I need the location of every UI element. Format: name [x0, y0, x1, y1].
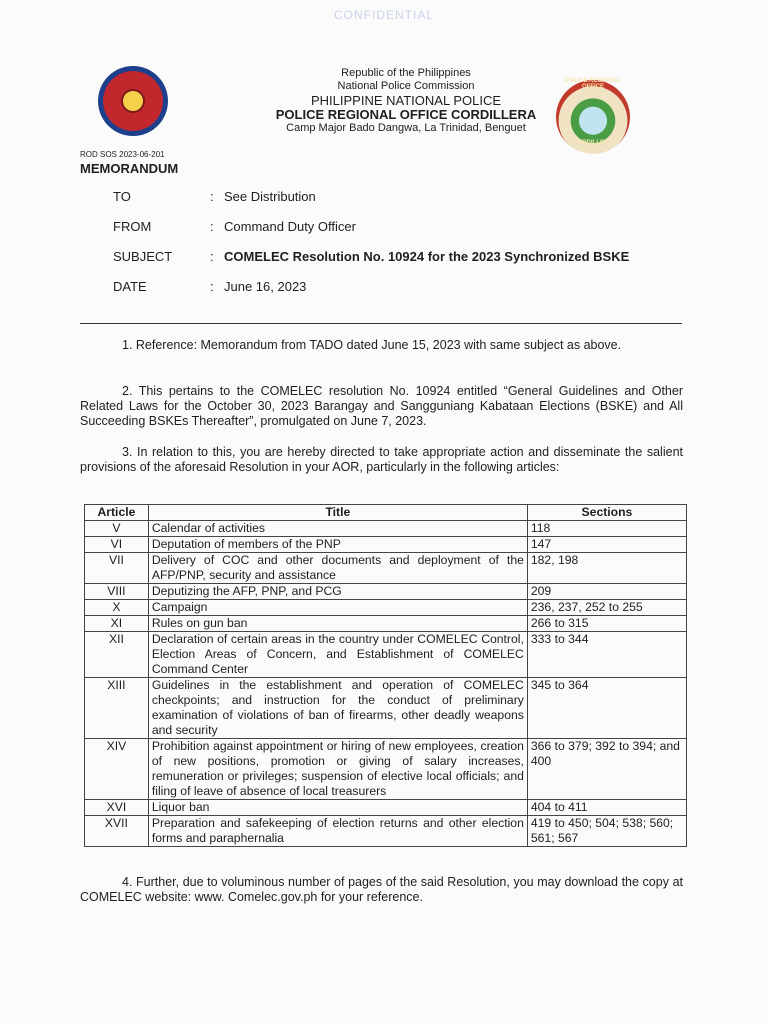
letterhead-line-3: PHILIPPINE NATIONAL POLICE [311, 93, 501, 108]
article-cell: XVII [85, 816, 149, 847]
subject-value: COMELEC Resolution No. 10924 for the 2023 Synchronized BSKE [224, 249, 630, 264]
table-row [85, 800, 687, 816]
article-cell: VI [85, 537, 149, 553]
table-row [85, 537, 687, 553]
title-cell: Declaration of certain areas in the country under COMELEC Control, Election Areas of Concern, and Establishment of COMELEC Command Center [148, 632, 527, 678]
date-label: DATE [113, 279, 147, 294]
letterhead-line-1: Republic of the Philippines [341, 67, 471, 79]
to-value: See Distribution [224, 189, 316, 204]
subject-label: SUBJECT [113, 249, 173, 264]
field-subject [113, 249, 673, 265]
title-cell: Guidelines in the establishment and operation of COMELEC checkpoints; and instruction for the conduct of preliminary examination of violations of ban of firearms, other deadly weapons and security [148, 678, 527, 739]
to-label: TO [113, 189, 131, 204]
table-row [85, 616, 687, 632]
table-row [85, 632, 687, 678]
article-cell: VIII [85, 584, 149, 600]
article-cell: XVI [85, 800, 149, 816]
title-cell: Rules on gun ban [148, 616, 527, 632]
paragraph-4: 4. Further, due to voluminous number of pages of the said Resolution, you may download the copy at COMELEC website: www. Comelec.gov.ph for your reference. [80, 875, 683, 904]
memo-fields [113, 189, 673, 309]
table-row [85, 678, 687, 739]
sections-cell: 419 to 450; 504; 538; 560; 561; 567 [527, 816, 686, 847]
table-header-row [85, 505, 687, 521]
paragraph-1: 1. Reference: Memorandum from TADO dated June 15, 2023 with same subject as above. [122, 338, 622, 352]
title-cell: Calendar of activities [148, 521, 527, 537]
sections-cell: 366 to 379; 392 to 394; and 400 [527, 739, 686, 800]
articles-table [84, 504, 687, 847]
title-cell: Delivery of COC and other documents and deployment of the AFP/PNP, security and assistance [148, 553, 527, 584]
header-article: Article [85, 505, 149, 521]
header-divider [80, 323, 682, 324]
letterhead-line-2: National Police Commission [337, 80, 475, 92]
paragraph-2: 2. This pertains to the COMELEC resolution No. 10924 entitled “General Guidelines and Other Related Laws for the October 30, 2023 Barangay and Sangguniang Kabataan Elections (BSKE) and All Succeeding BSKEs Thereafter”, promulgated on June 7, 2023. [80, 384, 683, 428]
article-cell: XI [85, 616, 149, 632]
table-row [85, 553, 687, 584]
pnp-seal-icon [98, 66, 168, 136]
article-cell: VII [85, 553, 149, 584]
paragraph-3: 3. In relation to this, you are hereby directed to take appropriate action and disseminate the salient provisions of the aforesaid Resolution in your AOR, particularly in the following articles: [80, 445, 683, 474]
seal-text-top: POLICE REGIONAL OFFICE [565, 78, 621, 90]
table-row [85, 816, 687, 847]
sections-cell: 333 to 344 [527, 632, 686, 678]
sections-cell: 118 [527, 521, 686, 537]
sections-cell: 404 to 411 [527, 800, 686, 816]
sections-cell: 182, 198 [527, 553, 686, 584]
date-value: June 16, 2023 [224, 279, 307, 294]
title-cell: Prohibition against appointment or hiring of new employees, creation of new positions, promotion or giving of salary increases, remuneration or privileges; suspension of elective local officials; and filing of leave of absence of local treasurers [148, 739, 527, 800]
letterhead-line-4: POLICE REGIONAL OFFICE CORDILLERA [275, 107, 537, 122]
table-row [85, 521, 687, 537]
field-from [113, 219, 673, 235]
confidential-watermark: CONFIDENTIAL [333, 8, 434, 22]
title-cell: Liquor ban [148, 800, 527, 816]
title-cell: Deputizing the AFP, PNP, and PCG [148, 584, 527, 600]
table-row [85, 584, 687, 600]
field-date [113, 279, 673, 295]
sections-cell: 345 to 364 [527, 678, 686, 739]
table-row [85, 600, 687, 616]
from-value: Command Duty Officer [224, 219, 356, 234]
colon: : [210, 249, 214, 264]
letterhead-line-5: Camp Major Bado Dangwa, La Trinidad, Benguet [286, 122, 526, 134]
sections-cell: 209 [527, 584, 686, 600]
title-cell: Deputation of members of the PNP [148, 537, 527, 553]
article-cell: XII [85, 632, 149, 678]
header-title: Title [148, 505, 527, 521]
colon: : [210, 279, 214, 294]
colon: : [210, 219, 214, 234]
document-number: ROD SOS 2023-06-201 [80, 150, 165, 159]
field-to [113, 189, 673, 205]
article-cell: X [85, 600, 149, 616]
colon: : [210, 189, 214, 204]
sections-cell: 147 [527, 537, 686, 553]
seal-text-bottom: CORDILLERA [573, 140, 613, 146]
table-row [85, 739, 687, 800]
memo-title: MEMORANDUM [80, 161, 179, 176]
sections-cell: 236, 237, 252 to 255 [527, 600, 686, 616]
article-cell: XIII [85, 678, 149, 739]
article-cell: V [85, 521, 149, 537]
title-cell: Campaign [148, 600, 527, 616]
from-label: FROM [113, 219, 152, 234]
letterhead [200, 67, 612, 135]
title-cell: Preparation and safekeeping of election returns and other election forms and paraphernalia [148, 816, 527, 847]
article-cell: XIV [85, 739, 149, 800]
header-sections: Sections [527, 505, 686, 521]
sections-cell: 266 to 315 [527, 616, 686, 632]
